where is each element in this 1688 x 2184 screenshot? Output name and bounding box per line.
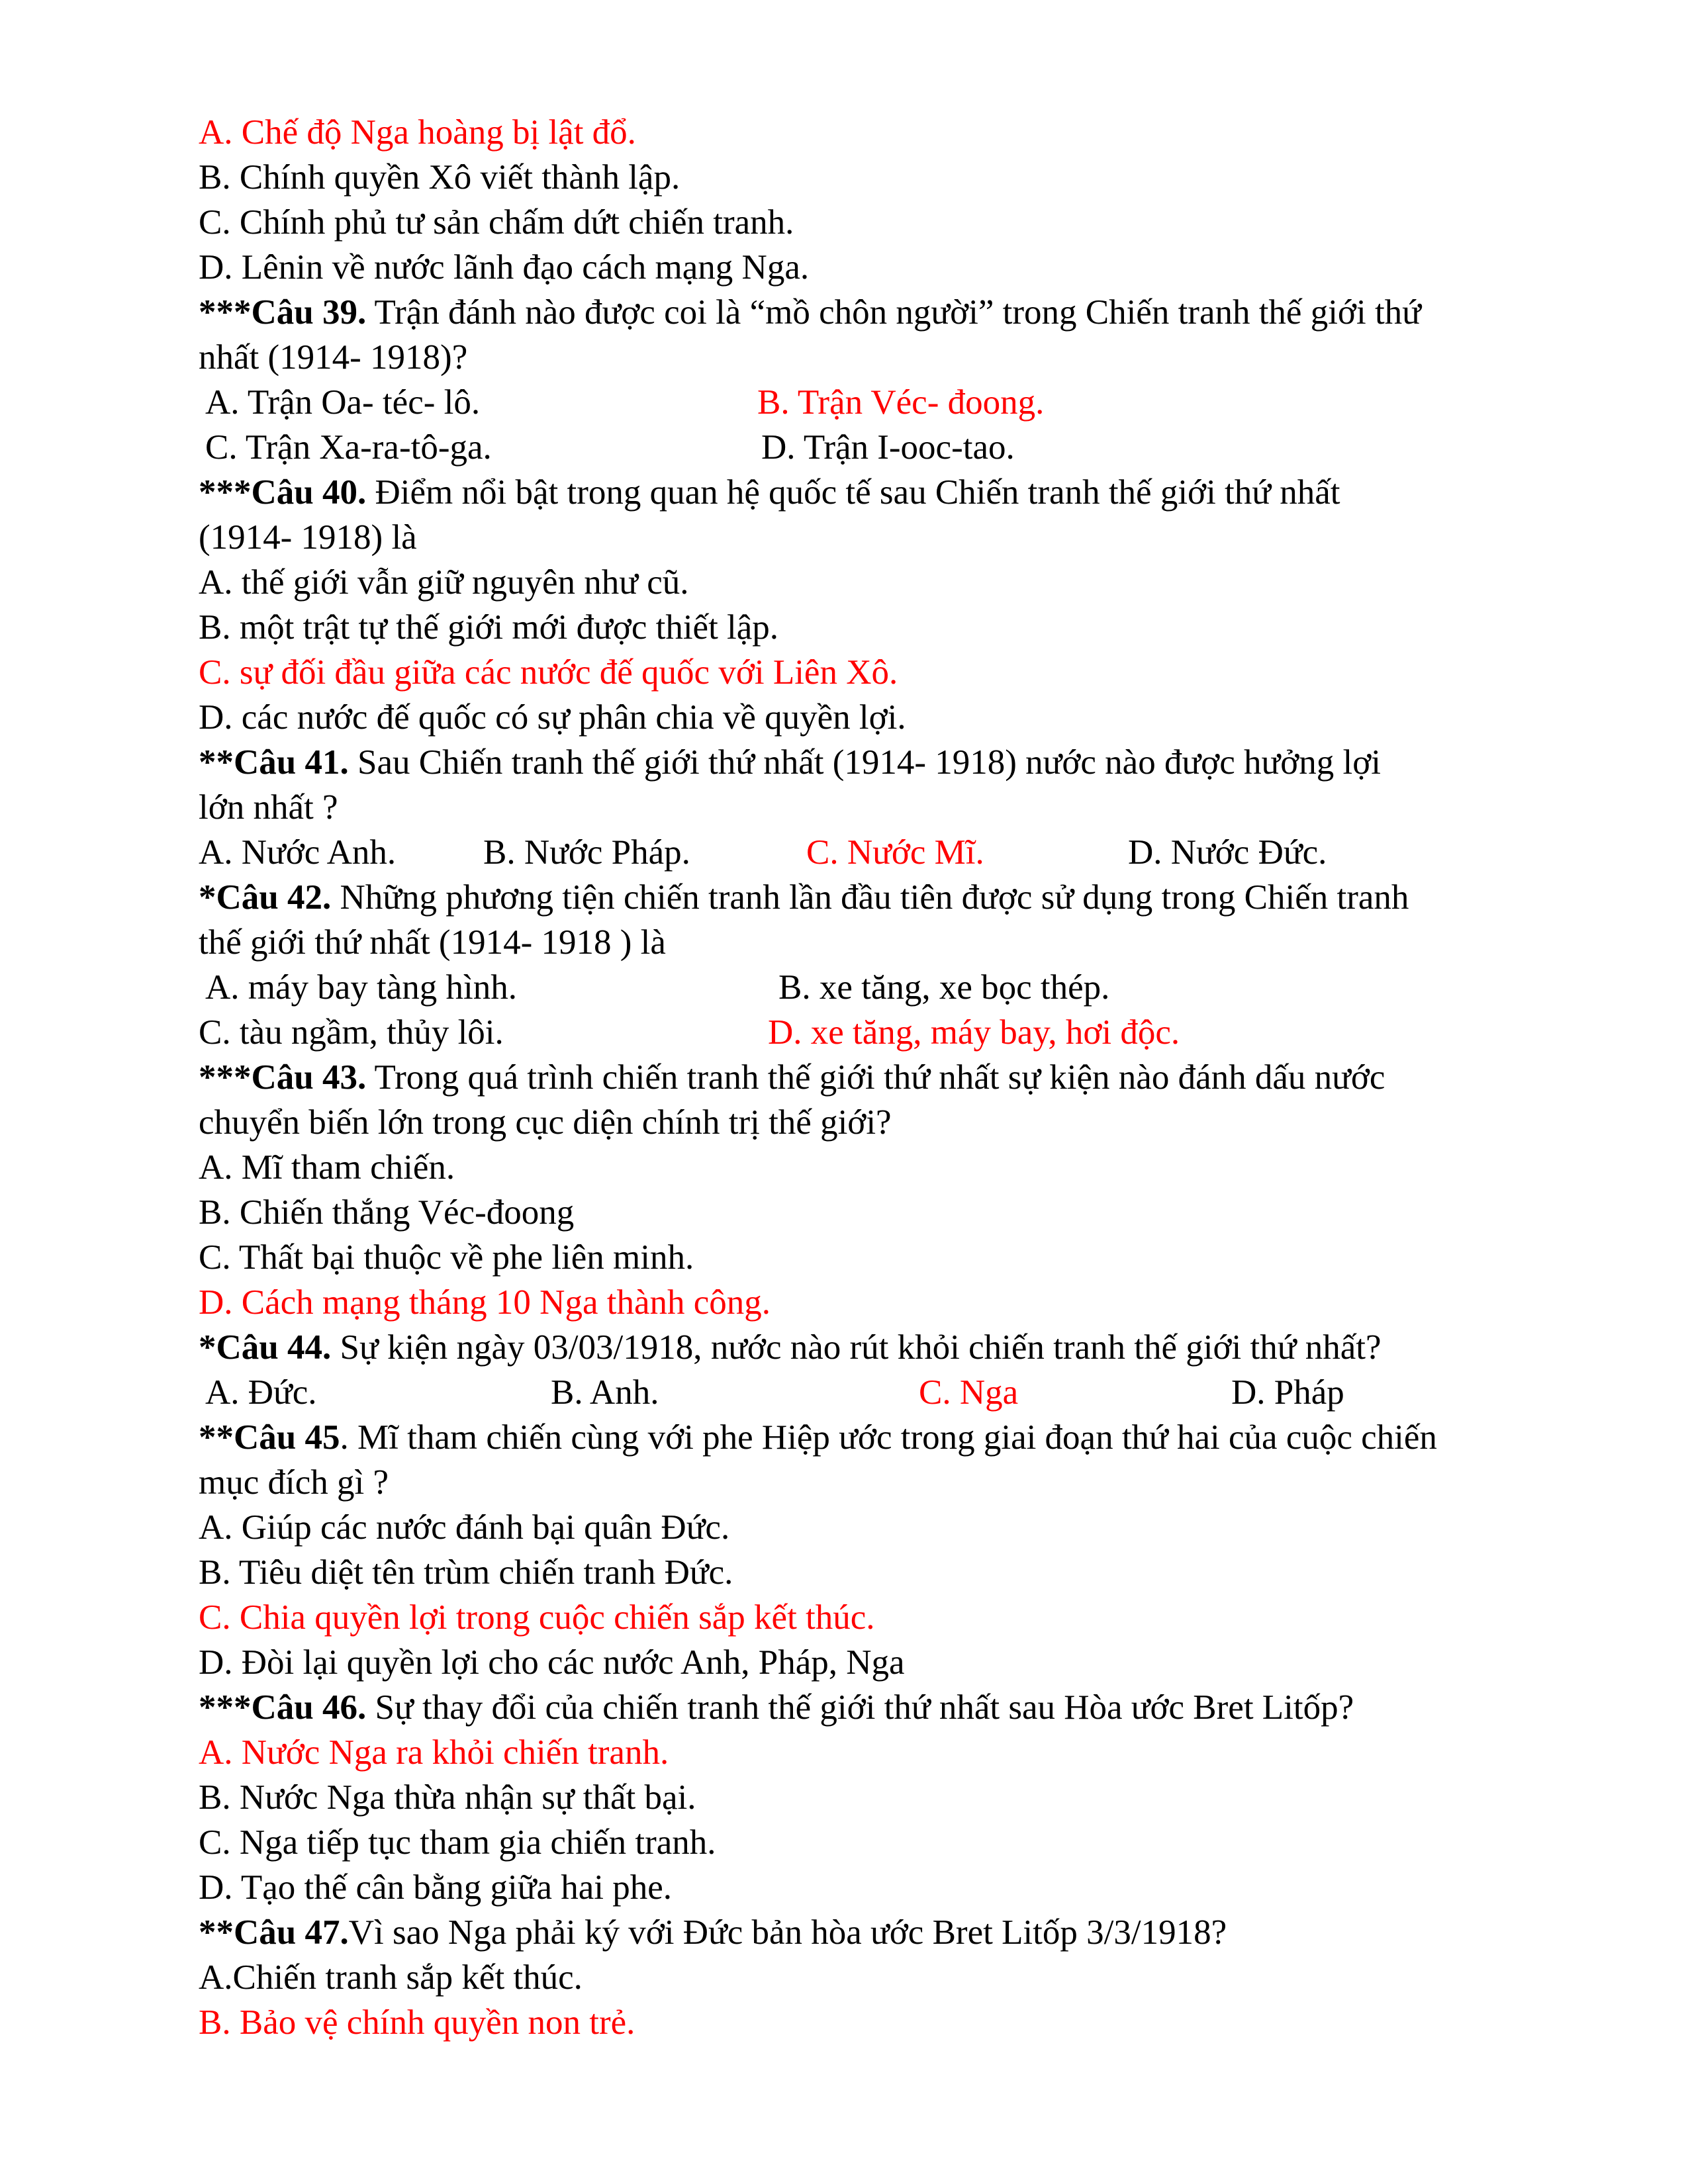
q44-option-c: C. Nga [919, 1373, 1019, 1412]
q47-text-line1: Vì sao Nga phải ký với Đức bản hòa ước Bret Litốp 3/3/1918? [348, 1913, 1227, 1952]
q41-option-b: B. Nước Pháp. [483, 833, 690, 872]
q40-label: ***Câu 40. [199, 473, 367, 512]
q45-label: **Câu 45 [199, 1418, 340, 1457]
q41-option-c: C. Nước Mĩ. [806, 833, 984, 872]
q46-option-a: A. Nước Nga ra khỏi chiến tranh. [199, 1733, 669, 1772]
q46-option-c: C. Nga tiếp tục tham gia chiến tranh. [199, 1823, 716, 1862]
q45-option-c: C. Chia quyền lợi trong cuộc chiến sắp kết thúc. [199, 1598, 875, 1637]
q46-text-line1: Sự thay đổi của chiến tranh thế giới thứ nhất sau Hòa ước Bret Litốp? [366, 1688, 1354, 1727]
q47-question [199, 1910, 1227, 1955]
q42-question [199, 875, 1409, 920]
q40-option-b: B. một trật tự thế giới mới được thiết lập. [199, 608, 779, 647]
q43-label: ***Câu 43. [199, 1058, 367, 1097]
q46-question [199, 1685, 1354, 1730]
q38-option-b: B. Chính quyền Xô viết thành lập. [199, 158, 680, 197]
q42-option-a: A. máy bay tàng hình. [205, 968, 518, 1007]
q41-text-line1: Sau Chiến tranh thế giới thứ nhất (1914- 1918) nước nào được hưởng lợi [348, 743, 1381, 782]
q47-option-a: A.Chiến tranh sắp kết thúc. [199, 1958, 583, 1997]
q43-option-d: D. Cách mạng tháng 10 Nga thành công. [199, 1283, 771, 1322]
q45-text-line2: mục đích gì ? [199, 1463, 389, 1502]
q45-option-a: A. Giúp các nước đánh bại quân Đức. [199, 1508, 730, 1547]
q40-text-line1: Điểm nổi bật trong quan hệ quốc tế sau Chiến tranh thế giới thứ nhất [366, 473, 1340, 512]
q38-option-a: A. Chế độ Nga hoàng bị lật đổ. [199, 113, 636, 152]
q45-question [199, 1415, 1437, 1460]
q43-question [199, 1055, 1385, 1100]
q41-text-line2: lớn nhất ? [199, 788, 338, 827]
q43-option-a: A. Mĩ tham chiến. [199, 1148, 455, 1187]
q40-text-line2: (1914- 1918) là [199, 518, 417, 557]
q39-option-c: C. Trận Xa-ra-tô-ga. [205, 428, 492, 467]
q38-option-d: D. Lênin về nước lãnh đạo cách mạng Nga. [199, 248, 810, 287]
q42-text-line2: thế giới thứ nhất (1914- 1918 ) là [199, 923, 666, 962]
q41-option-a: A. Nước Anh. [199, 833, 397, 872]
q46-option-b: B. Nước Nga thừa nhận sự thất bại. [199, 1778, 696, 1817]
q43-option-b: B. Chiến thắng Véc-đoong [199, 1193, 575, 1232]
q41-question [199, 740, 1381, 785]
q39-text-line1: Trận đánh nào được coi là “mồ chôn người” trong Chiến tranh thế giới thứ [366, 293, 1421, 332]
q45-text-line1: . Mĩ tham chiến cùng với phe Hiệp ước trong giai đoạn thứ hai của cuộc chiến [340, 1418, 1437, 1457]
q40-option-a: A. thế giới vẫn giữ nguyên như cũ. [199, 563, 689, 602]
q43-option-c: C. Thất bại thuộc về phe liên minh. [199, 1238, 694, 1277]
q41-label: **Câu 41. [199, 743, 349, 782]
q44-question [199, 1325, 1381, 1370]
q43-text-line1: Trong quá trình chiến tranh thế giới thứ nhất sự kiện nào đánh dấu nước [366, 1058, 1385, 1097]
q39-label: ***Câu 39. [199, 293, 367, 332]
q41-option-d: D. Nước Đức. [1128, 833, 1327, 872]
q43-text-line2: chuyển biến lớn trong cục diện chính trị thế giới? [199, 1103, 892, 1142]
q42-text-line1: Những phương tiện chiến tranh lần đầu tiên được sử dụng trong Chiến tranh [331, 878, 1409, 917]
q40-option-d: D. các nước đế quốc có sự phân chia về quyền lợi. [199, 698, 906, 737]
q42-option-b: B. xe tăng, xe bọc thép. [778, 968, 1110, 1007]
q40-question [199, 470, 1340, 515]
q39-question [199, 290, 1421, 335]
q44-option-a: A. Đức. [205, 1373, 317, 1412]
q39-text-line2: nhất (1914- 1918)? [199, 338, 468, 377]
q45-option-b: B. Tiêu diệt tên trùm chiến tranh Đức. [199, 1553, 733, 1592]
q38-option-c: C. Chính phủ tư sản chấm dứt chiến tranh. [199, 203, 794, 242]
q42-option-d: D. xe tăng, máy bay, hơi độc. [768, 1013, 1180, 1052]
q47-option-b: B. Bảo vệ chính quyền non trẻ. [199, 2003, 635, 2042]
q39-option-b: B. Trận Véc- đoong. [757, 383, 1045, 422]
q42-option-c: C. tàu ngầm, thủy lôi. [199, 1013, 504, 1052]
q39-option-d: D. Trận I-ooc-tao. [761, 428, 1015, 467]
q46-option-d: D. Tạo thế cân bằng giữa hai phe. [199, 1868, 673, 1907]
q44-option-b: B. Anh. [551, 1373, 659, 1412]
q39-option-a: A. Trận Oa- téc- lô. [205, 383, 481, 422]
q42-label: *Câu 42. [199, 878, 332, 917]
q46-label: ***Câu 46. [199, 1688, 367, 1727]
q47-label: **Câu 47. [199, 1913, 349, 1952]
q40-option-c: C. sự đối đầu giữa các nước đế quốc với Liên Xô. [199, 653, 898, 692]
q44-option-d: D. Pháp [1231, 1373, 1344, 1412]
q45-option-d: D. Đòi lại quyền lợi cho các nước Anh, Pháp, Nga [199, 1643, 905, 1682]
q44-text-line1: Sự kiện ngày 03/03/1918, nước nào rút khỏi chiến tranh thế giới thứ nhất? [331, 1328, 1382, 1367]
q44-label: *Câu 44. [199, 1328, 332, 1367]
